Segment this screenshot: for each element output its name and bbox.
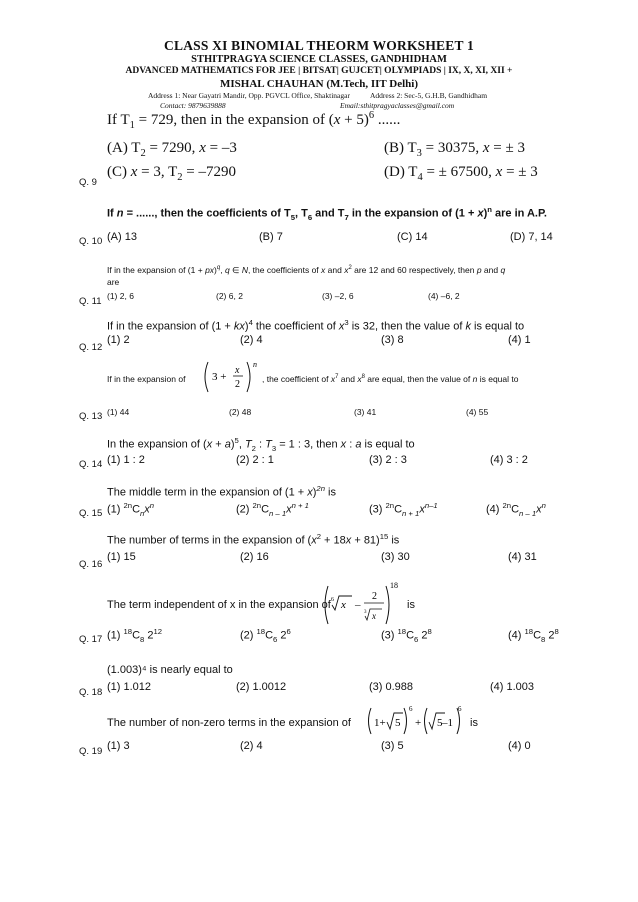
q9-option-c[interactable]: (C) x = 3, $T_2 = -7290$ (107, 164, 236, 183)
contact: Contact: 9879639888 (160, 101, 226, 110)
q19-plus: + (415, 717, 422, 729)
q11-stem: If in the expansion of (1 + px)$^q$, q ∈ N, the coefficients of x and $x^2$ are 12 and 60 respectively, then p and q (107, 265, 506, 275)
q18-option-1[interactable]: (1) 1.012 (107, 681, 152, 693)
q19-option-1[interactable]: (1) 3 (107, 740, 130, 752)
q14-option-3[interactable]: (3) 2 : 3 (369, 454, 407, 466)
q17-stem-post: is (407, 599, 415, 611)
q12-option-2[interactable]: (2) 4 (240, 334, 263, 346)
q18-option-2[interactable]: (2) 1.0012 (236, 681, 287, 693)
q17-root-index-2: 3 (364, 610, 367, 615)
q17-exp: 18 (390, 581, 398, 590)
q13-option-2[interactable]: (2) 48 (229, 407, 252, 417)
q16-option-4[interactable]: (4) 31 (508, 551, 537, 563)
q12-option-4[interactable]: (4) 1 (508, 334, 531, 346)
q19-rad-1: 5 (395, 717, 401, 729)
q18-number: Q. 18 (79, 687, 103, 698)
q9-option-b[interactable]: (B) $T_3 = 30375$, x = ± 3 (384, 140, 525, 159)
q17-option-2[interactable]: (2) $^{18}C_6$ $2^6$ (240, 627, 291, 644)
q17-root-index-1: 6 (331, 597, 334, 603)
q16-number: Q. 16 (79, 559, 103, 570)
q19-expr-1: 1+ (374, 717, 386, 729)
q13-stem-post: , the coefficient of $x^7$ and $x^8$ are equal, then the value of n is equal to (262, 374, 519, 384)
institute-name: STHITPRAGYA SCIENCE CLASSES, GANDHIDHAM (191, 54, 447, 65)
address-1: Address 1: Near Gayatri Mandir, Opp. PGVCL Office, Shaktinagar (148, 91, 350, 100)
q19-expression (366, 703, 464, 737)
q19-exp-1: 6 (409, 705, 413, 713)
q19-exp-2: 6 (458, 705, 462, 713)
q17-option-3[interactable]: (3) $^{18}C_6$ $2^8$ (381, 627, 432, 644)
q15-option-3[interactable]: (3) $^{2n}C_{n + 1}x^{n-1}$ (369, 501, 438, 518)
q10-option-b[interactable]: (B) 7 (259, 231, 283, 243)
q16-option-3[interactable]: (3) 30 (381, 551, 410, 563)
q19-stem-post: is (470, 717, 478, 729)
q14-stem: In the expansion of $(x + a)^5$, $T_2$ : $T_3 = 1$ : 3, then x : a is equal to (107, 436, 415, 453)
q15-option-2[interactable]: (2) $^{2n}C_{n - 1}x^{n + 1}$ (236, 501, 309, 518)
q19-rad-2: 5 (437, 717, 443, 729)
q18-option-3[interactable]: (3) 0.988 (369, 681, 414, 693)
q17-num: 2 (372, 591, 377, 602)
q12-option-3[interactable]: (3) 8 (381, 334, 404, 346)
q15-option-1[interactable]: (1) $^{2n}C_nx^n$ (107, 501, 155, 518)
q14-option-2[interactable]: (2) 2 : 1 (236, 454, 274, 466)
q17-var-1: x (341, 599, 346, 611)
q9-stem: If $T_1 = 729$, then in the expansion of $(x + 5)^6$ ...... (107, 110, 401, 131)
q13-option-4[interactable]: (4) 55 (466, 407, 489, 417)
teacher-name: MISHAL CHAUHAN (M.Tech, IIT Delhi) (219, 78, 419, 90)
q19-option-4[interactable]: (4) 0 (508, 740, 531, 752)
q17-minus: – (355, 599, 361, 611)
q11-stem-line2: are (107, 277, 120, 287)
q16-stem: The number of terms in the expansion of $(x^2 + 18x + 81)^{15}$ is (107, 532, 400, 547)
q13-expression (200, 358, 270, 396)
q15-stem: The middle term in the expansion of $(1 + x)^{2n}$ is (107, 484, 336, 499)
q18-option-4[interactable]: (4) 1.003 (490, 681, 535, 693)
q11-option-4[interactable]: (4) –6, 2 (428, 291, 460, 301)
q9-number: Q. 9 (79, 177, 97, 188)
q17-stem-pre: The term independent of x in the expansion of (107, 599, 331, 611)
q11-option-2[interactable]: (2) 6, 2 (216, 291, 243, 301)
q11-number: Q. 11 (79, 296, 102, 307)
q15-option-4[interactable]: (4) $^{2n}C_{n - 1}x^n$ (486, 501, 546, 518)
q19-option-2[interactable]: (2) 4 (240, 740, 263, 752)
q12-number: Q. 12 (79, 342, 103, 353)
tagline: ADVANCED MATHEMATICS FOR JEE | BITSAT| GUJCET| OLYMPIADS | IX, X, XI, XII + (125, 66, 513, 76)
q11-option-1[interactable]: (1) 2, 6 (107, 291, 134, 301)
q9-option-a[interactable]: (A) $T_2 = 7290$, x = –3 (107, 140, 237, 159)
q17-option-4[interactable]: (4) $^{18}C_8$ $2^8$ (508, 627, 559, 644)
q19-expr-2: –1 (442, 717, 453, 729)
q18-stem: (1.003)⁴ is nearly equal to (107, 664, 233, 676)
q13-stem-pre: If in the expansion of (107, 374, 186, 384)
q10-option-a[interactable]: (A) 13 (107, 231, 137, 243)
address-2: Address 2: Sec-5, G.H.B, Gandhidham (370, 91, 488, 100)
q13-den: 2 (235, 379, 240, 390)
q13-base: 3 + (212, 371, 227, 383)
q17-number: Q. 17 (79, 634, 103, 645)
q16-option-2[interactable]: (2) 16 (240, 551, 269, 563)
q9-option-d[interactable]: (D) $T_4$ = ± 67500, x = ± 3 (384, 164, 538, 183)
email: Email:sthitpragyaclasses@gmail.com (340, 101, 455, 110)
q13-exp: n (253, 360, 257, 369)
q16-option-1[interactable]: (1) 15 (107, 551, 136, 563)
q10-number: Q. 10 (79, 236, 103, 247)
q17-expression (322, 580, 402, 626)
q10-stem: If n = ......, then the coefficients of $T_5$, $T_6$ and $T_7$ in the expansion of $(1 + x)^n$ are in A.P. (107, 205, 547, 222)
q19-option-3[interactable]: (3) 5 (381, 740, 404, 752)
q13-option-3[interactable]: (3) 41 (354, 407, 377, 417)
q14-option-1[interactable]: (1) 1 : 2 (107, 454, 145, 466)
q13-number: Q. 13 (79, 411, 103, 422)
q13-num: x (235, 365, 240, 376)
q19-stem-pre: The number of non-zero terms in the expansion of (107, 717, 351, 729)
q10-option-c[interactable]: (C) 14 (397, 231, 428, 243)
worksheet-title: CLASS XI BINOMIAL THEORM WORKSHEET 1 (164, 38, 474, 53)
q17-option-1[interactable]: (1) $^{18}C_8$ $2^{12}$ (107, 627, 163, 644)
q17-var-2: x (372, 611, 376, 621)
q12-stem: If in the expansion of (1 + kx)$^4$ the coefficient of $x^3$ is 32, then the value of k is equal to (107, 318, 525, 333)
q15-number: Q. 15 (79, 508, 103, 519)
q11-option-3[interactable]: (3) –2, 6 (322, 291, 354, 301)
q14-number: Q. 14 (79, 459, 103, 470)
q19-number: Q. 19 (79, 746, 103, 757)
q10-option-d[interactable]: (D) 7, 14 (510, 231, 553, 243)
q12-option-1[interactable]: (1) 2 (107, 334, 130, 346)
q13-option-1[interactable]: (1) 44 (107, 407, 130, 417)
q14-option-4[interactable]: (4) 3 : 2 (490, 454, 528, 466)
